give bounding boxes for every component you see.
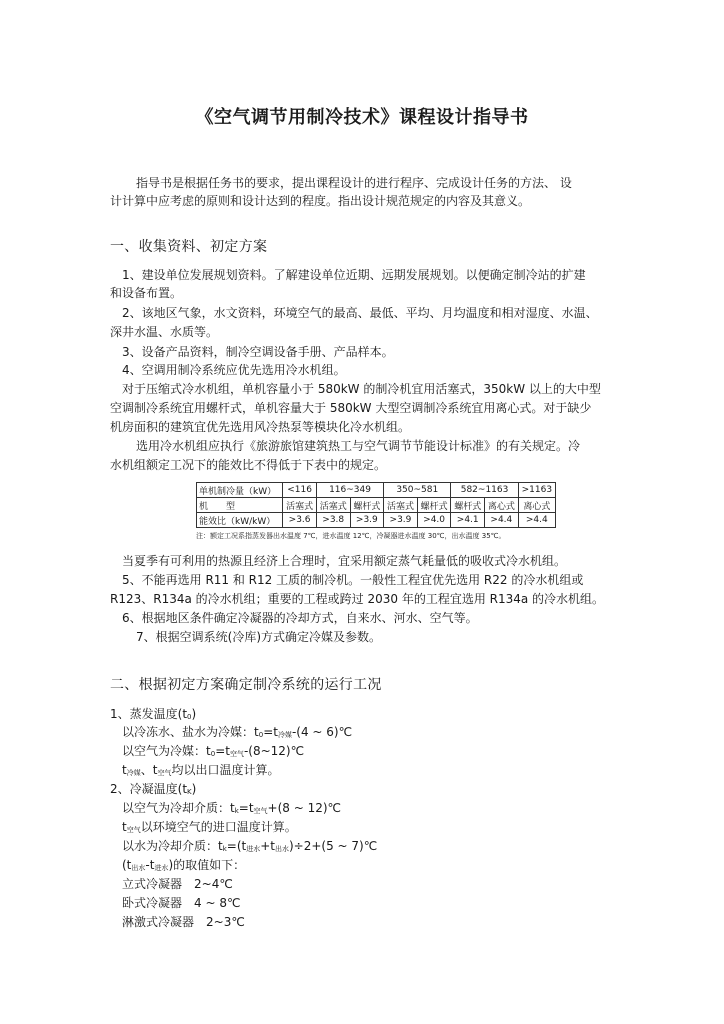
subscript: 空气 [253, 807, 268, 815]
text: 、t [140, 763, 158, 777]
table-cell: 单机制冷量（kW） [197, 483, 283, 498]
subscript: 进水 [246, 845, 261, 853]
cond-line-1 [122, 800, 341, 819]
table-note: 注：额定工况系指蒸发器出水温度 7℃，进水温度 12℃，冷凝器进水温度 30℃，出水温度 35℃。 [196, 532, 506, 540]
cond-title [110, 781, 196, 800]
evap-title [110, 706, 196, 725]
table-cell: >1163 [518, 483, 555, 498]
s1-after-3: R123、R134a 的冷水机组；重要的工程或跨过 2030 年的工程宜选用 R134a 的冷水机组。 [110, 592, 605, 606]
condenser-vertical: 立式冷凝器 2~4℃ [122, 877, 233, 891]
evap-line-2 [122, 743, 304, 762]
table-cell: 螺杆式 [350, 498, 384, 513]
subscript: 0 [210, 750, 216, 758]
table-cell: 350~581 [384, 483, 451, 498]
text: )÷2+(5 ~ 7)℃ [289, 839, 378, 853]
condenser-spray: 淋激式冷凝器 2~3℃ [122, 915, 245, 929]
text: =(t [226, 839, 247, 853]
table-cell: 离心式 [485, 498, 519, 513]
efficiency-table [196, 482, 556, 528]
s1-after-2: 5、不能再选用 R11 和 R12 工质的制冷机。一般性工程宜优先选用 R22 的冷水机组或 [122, 573, 584, 587]
s1-after-5: 7、根据空调系统(冷库)方式确定冷媒及参数。 [136, 630, 381, 644]
table-row [197, 513, 556, 528]
s1-line-9: 机房面积的建筑宜优先选用风冷热泵等模块化冷水机组。 [110, 420, 411, 434]
evap-line-1 [122, 724, 352, 743]
intro-line-1: 指导书是根据任务书的要求，提出课程设计的进行程序、完成设计任务的方法、 设 [136, 176, 572, 190]
table-cell: >3.9 [384, 513, 418, 528]
s1-line-5: 3、设备产品资料，制冷空调设备手册、产品样本。 [122, 345, 394, 359]
table-row [197, 483, 556, 498]
subscript: 空气 [229, 750, 244, 758]
subscript: 0 [187, 713, 192, 721]
table-cell: >4.1 [451, 513, 485, 528]
subscript: K [187, 788, 192, 796]
table-cell: 能效比（kW/kW） [197, 513, 283, 528]
text: -(8~12)℃ [243, 744, 305, 758]
cond-line-2 [122, 819, 297, 838]
s1-after-1: 当夏季有可利用的热源且经济上合理时，宜采用额定蒸气耗量低的吸收式冷水机组。 [122, 554, 567, 568]
table-cell: 离心式 [518, 498, 555, 513]
s1-line-2: 和设备布置。 [110, 286, 183, 300]
text: 1、蒸发温度(t [110, 707, 188, 721]
table-cell: >3.6 [283, 513, 317, 528]
subscript: 空气 [157, 769, 172, 777]
table-cell: >3.9 [350, 513, 384, 528]
text: 以冷冻水、盐水为冷媒：t [122, 725, 259, 739]
condenser-horizontal: 卧式冷凝器 4 ~ 8℃ [122, 896, 241, 910]
text: 2、冷凝温度(t [110, 782, 188, 796]
subscript: 空气 [126, 826, 141, 834]
intro-line-2: 计计算中应考虑的原则和设计达到的程度。指出设计规范规定的内容及其意义。 [110, 194, 531, 208]
s1-line-3: 2、该地区气象，水文资料，环境空气的最高、最低、平均、月均温度和相对湿度、水温、 [122, 306, 598, 320]
section-2-heading: 二、根据初定方案确定制冷系统的运行工况 [110, 677, 382, 693]
text: 以水为冷却介质：t [122, 839, 223, 853]
table-cell: 582~1163 [451, 483, 518, 498]
subscript: 出水 [131, 864, 146, 872]
table-cell: 116~349 [316, 483, 383, 498]
subscript: 冷媒 [277, 731, 292, 739]
text: -t [145, 858, 155, 872]
s1-after-4: 6、根据地区条件确定冷凝器的冷却方式，自来水、河水、空气等。 [122, 611, 478, 625]
table-cell: >4.0 [417, 513, 451, 528]
table-cell: 活塞式 [316, 498, 350, 513]
s1-line-10: 选用冷水机组应执行《旅游旅馆建筑热工与空气调节节能设计标准》的有关规定。冷 [136, 439, 581, 453]
subscript: 冷媒 [126, 769, 141, 777]
subscript: k [222, 845, 227, 853]
text: 以空气为冷却介质：t [122, 801, 235, 815]
evap-line-3 [122, 762, 279, 781]
text: t [122, 820, 127, 834]
subscript: 出水 [275, 845, 289, 853]
s1-line-4: 深井水温、水质等。 [110, 325, 219, 339]
s1-line-7: 对于压缩式冷水机组，单机容量小于 580kW 的制冷机宜用活塞式，350kW 以上的大中型 [122, 382, 601, 396]
text: ) [191, 707, 197, 721]
text: =t [215, 744, 230, 758]
table-cell: 活塞式 [283, 498, 317, 513]
text: 均以出口温度计算。 [171, 763, 280, 777]
subscript: 0 [258, 731, 264, 739]
table-cell: <116 [283, 483, 317, 498]
s1-line-6: 4、空调用制冷系统应优先选用冷水机组。 [122, 363, 346, 377]
s1-line-1: 1、建设单位发展规划资料。了解建设单位近期、远期发展规划。以便确定制冷站的扩建 [122, 268, 586, 282]
table-cell: 机 型 [197, 498, 283, 513]
text: =t [263, 725, 278, 739]
table-cell: >4.4 [518, 513, 555, 528]
table-cell: >4.4 [485, 513, 519, 528]
table-cell: 螺杆式 [417, 498, 451, 513]
table-cell: 活塞式 [384, 498, 418, 513]
table-row [197, 498, 556, 513]
section-1-heading: 一、收集资料、初定方案 [110, 239, 268, 255]
table-cell: 螺杆式 [451, 498, 485, 513]
subscript: 进水 [154, 864, 169, 872]
s1-line-8: 空调制冷系统宜用螺杆式，单机容量大于 580kW 大型空调制冷系统宜用离心式。对于缺少 [110, 401, 592, 415]
text: +(8 ~ 12)℃ [267, 801, 342, 815]
cond-line-4 [122, 857, 245, 876]
s1-line-11: 水机组额定工况下的能效比不得低于下表中的规定。 [110, 458, 387, 472]
text: (t [122, 858, 132, 872]
text: ) [191, 782, 197, 796]
text: =t [238, 801, 254, 815]
text: 以环境空气的进口温度计算。 [140, 820, 297, 834]
table-cell: >3.8 [316, 513, 350, 528]
text: )的取值如下： [168, 858, 246, 872]
text: 以空气为冷媒：t [122, 744, 211, 758]
text: +t [260, 839, 275, 853]
text: t [122, 763, 127, 777]
subscript: k [234, 807, 239, 815]
cond-line-3 [122, 838, 377, 857]
document-title: 《空气调节用制冷技术》课程设计指导书 [195, 107, 529, 128]
text: -(4 ~ 6)℃ [291, 725, 353, 739]
